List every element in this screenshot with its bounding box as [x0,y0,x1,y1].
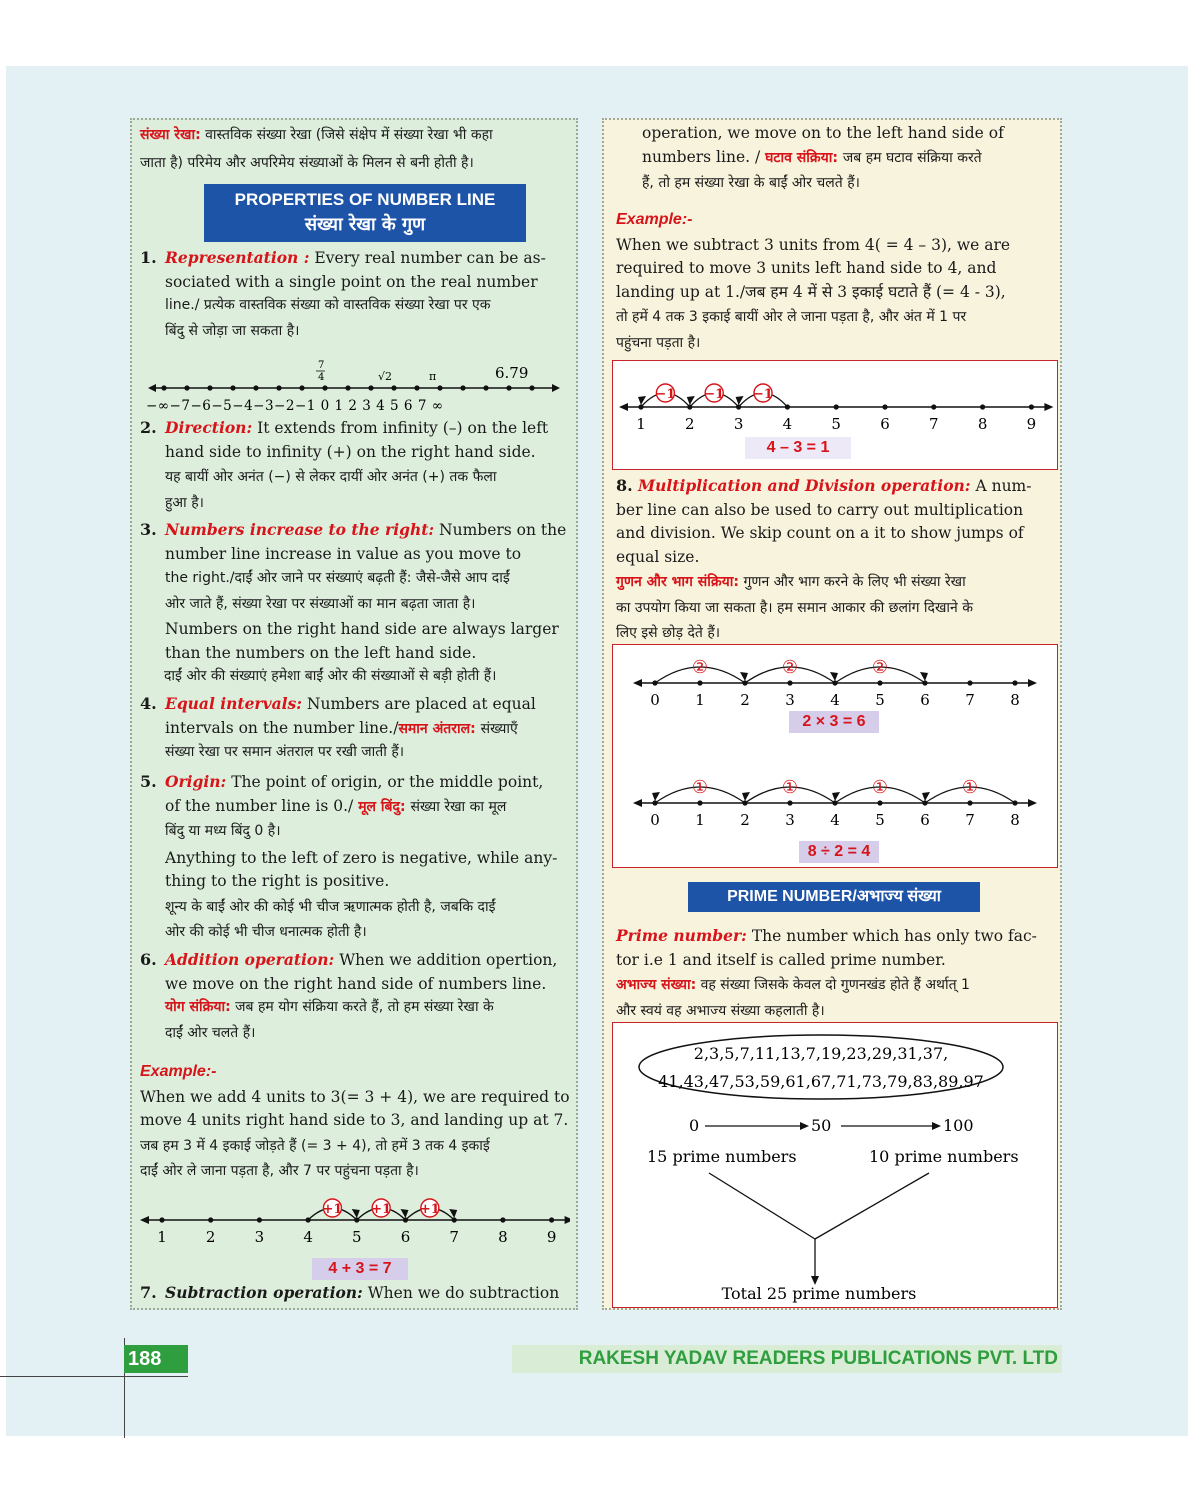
tick-label: 1 [157,1228,167,1246]
tick-dot [882,404,887,409]
tick-label: 6 [880,415,890,433]
tick-label: 8 [1010,691,1020,709]
prime-number-heading: PRIME NUMBER/अभाज्य संख्या [688,882,980,912]
number-line-dot [529,385,534,390]
tick-label: 8 [498,1228,508,1246]
tick-label: 5 [352,1228,362,1246]
tick-label: 1 [695,691,705,709]
item-4-line-1: Numbers are placed at equal [306,695,536,713]
tick-dot [877,800,882,805]
tick-label: 7 [965,691,975,709]
item-8-mul-div [616,474,1052,646]
jump-label: −1 [655,387,676,402]
item-5-line-7: ओर की कोई भी चीज धनात्मक होती है। [165,924,367,940]
jump-label: ② [781,657,799,678]
jump-label: ① [961,777,979,798]
number-line-dot [391,385,396,390]
item-1-line-1: Every real number can be as- [314,249,546,267]
item-7-line-2: operation, we move on to the left hand side of [642,124,1004,142]
axis-arrow-left [619,403,628,411]
item-5-title: Origin: [165,772,227,791]
item-6-line-3: जब हम योग संक्रिया करते हैं, तो हम संख्या रेखा के [235,999,494,1015]
tick-label: 1 [695,811,705,829]
number-line-dot [184,385,189,390]
label-root-two: √2 [378,370,393,383]
item-7-hi-label: घटाव संक्रिया: [765,149,838,166]
item-4-equal-intervals [165,692,571,765]
prime-tree [613,1023,1055,1305]
item-8-hi-label: गुणन और भाग संक्रिया: [616,574,739,590]
item-5-line-5: thing to the right is positive. [165,872,390,890]
prime-line-3: वह संख्या जिसके केवल दो गुणनखंड होते हैं अर्थात् 1 [700,977,970,993]
count-50-100: 10 prime numbers [869,1147,1019,1166]
jump-label: ② [691,657,709,678]
item-1-line-2: sociated with a single point on the real number [165,272,538,291]
intro-label: संख्या रेखा: [140,127,201,143]
item-3-line-5: Numbers on the right hand side are always larger [165,620,559,638]
item-4-hi-label: समान अंतराल: [398,720,476,737]
right-column [602,118,1062,1310]
item-3-line-2: number line increase in value as you move to [165,544,522,563]
jump-label: ② [871,657,889,678]
tick-dot [697,680,702,685]
label-pi: π [429,370,437,383]
subtraction-equation: 4 – 3 = 1 [745,437,851,459]
jump-label: ① [781,777,799,798]
item-5-origin [165,770,571,945]
item-8-number: 8. [616,476,633,495]
item-5-hi-label: मूल बिंदु: [358,798,406,815]
item-5-line-2: of the number line is 0./ [165,796,354,815]
number-line-dot [437,385,442,390]
axis-arrow-left [140,1216,149,1224]
tick-label: 4 [782,415,793,433]
tick-label: 3 [785,811,795,829]
tick-dot [787,800,792,805]
axis-arrow-right [1028,799,1037,807]
number-line-dot [345,385,350,390]
item-3-numbers-increase [165,518,571,689]
item-1-representation [165,246,571,343]
subtraction-example-line-5: पहुंचना पड़ता है। [616,334,701,351]
item-5-line-1: The point of origin, or the middle point, [231,773,544,791]
number-line-dot [276,385,281,390]
item-6-line-1: When we addition opertion, [339,951,558,969]
prime-list-line-1: 2,3,5,7,11,13,7,19,23,29,31,37, [693,1044,949,1063]
item-3-line-7: दाईं ओर की संख्याएं हमेशा बाईं ओर की संख्याओं से बड़ी होती हैं। [164,668,497,684]
item-4-number: 4. [140,694,157,713]
range-start: 0 [689,1116,700,1135]
jump-label: −1 [704,387,725,402]
addition-example-line-2: move 4 units right hand side to 3, and landing up at 7. [140,1111,569,1129]
tick-label: 4 [830,691,840,709]
subtraction-number-line [613,361,1055,437]
properties-heading-en: PROPERTIES OF NUMBER LINE [234,190,496,209]
tick-label: 6 [400,1228,411,1246]
jump-label: ① [871,777,889,798]
item-8-line-4: equal size. [616,547,700,566]
real-number-line [146,356,566,416]
item-7-title: Subtraction operation: [165,1283,363,1302]
multiplication-number-line [613,645,1055,715]
item-2-line-4: हुआ है। [165,494,204,511]
number-line-dot [368,385,373,390]
item-1-number: 1. [140,248,157,267]
item-6-hi-label: योग संक्रिया: [165,999,231,1015]
tick-dot [1029,404,1034,409]
axis-arrow-right [1028,679,1037,687]
item-7-subtraction-start [165,1281,571,1306]
tick-label: 7 [965,811,975,829]
real-number-line-ticks: −∞−7−6−5−4−3−2−1 0 1 2 3 4 5 6 7 ∞ [146,398,444,414]
prime-line-4: और स्वयं वह अभाज्य संख्या कहलाती है। [616,1002,825,1019]
item-8-line-6: का उपयोग किया जा सकता है। हम समान आकार की छलांग दिखाने के [616,599,974,616]
division-equation: 8 ÷ 2 = 4 [799,841,879,863]
subtraction-example [616,208,1052,355]
item-5-line-6: शून्य के बाईं ओर की कोई भी चीज ऋणात्मक होती है, जबकि दाईं [165,898,496,915]
crop-mark-horizontal [0,1376,188,1377]
number-line-dot [414,385,419,390]
tick-dot [257,1217,262,1222]
tick-label: 2 [740,691,750,709]
item-4-title: Equal intervals: [165,694,302,713]
intro-paragraph [140,124,570,175]
tick-dot [967,800,972,805]
item-3-line-3: the right./दाईं ओर जाने पर संख्याएं बढ़ती हैं: जैसे-जैसे आप दाईं [165,570,510,586]
item-7-number: 7. [140,1283,157,1302]
total-prime-count: Total 25 prime numbers [721,1284,917,1303]
tick-dot [1012,680,1017,685]
prime-line-1: The number which has only two fac- [751,927,1037,945]
subtraction-diagram [612,360,1058,470]
jump-label: −1 [753,387,773,402]
prime-number-definition [616,924,1052,1023]
tick-label: 5 [875,691,885,709]
label-seven-fourths: 7 [318,360,325,371]
item-5-number: 5. [140,772,157,791]
page-number: 188 [124,1345,188,1373]
range-end: 100 [943,1116,974,1135]
number-line-dot [483,385,488,390]
properties-heading-hi: संख्या रेखा के गुण [304,214,426,235]
tick-label: 0 [650,691,660,709]
jump-label: +1 [322,1202,343,1217]
mul-div-diagram [612,644,1058,868]
item-5-line-2b: संख्या रेखा का मूल [410,798,507,815]
label-6-79: 6.79 [495,364,529,382]
tick-dot [931,404,936,409]
item-4-line-2: intervals on the number line./ [165,718,399,737]
item-7-line-1: When we do subtraction [367,1284,560,1302]
item-6-addition [165,948,571,1045]
item-3-number: 3. [140,520,157,539]
prime-hi-label: अभाज्य संख्या: [616,977,697,993]
item-3-title: Numbers increase to the right: [165,520,435,539]
prime-list-line-2: 41,43,47,53,59,61,67,71,73,79,83,89,97 [658,1072,984,1091]
number-line-dot [253,385,258,390]
tick-label: 6 [920,811,930,829]
publisher-name: RAKESH YADAV READERS PUBLICATIONS PVT. LTD [512,1345,1062,1373]
tick-dot [877,680,882,685]
tick-label: 8 [1010,811,1020,829]
label-seven-fourths-den: 4 [318,372,325,383]
item-8-title: Multiplication and Division operation: [638,476,971,495]
tick-label: 3 [733,415,744,433]
tick-label: 2 [685,415,695,433]
count-0-50: 15 prime numbers [647,1147,797,1166]
item-5-line-3: बिंदु या मध्य बिंदु 0 है। [165,823,281,839]
tick-dot [787,680,792,685]
addition-example-label: Example:- [140,1063,217,1080]
tick-label: 4 [830,811,840,829]
tick-label: 4 [303,1228,313,1246]
item-6-line-2: we move on the right hand side of numbers line. [165,974,547,993]
addition-example-line-3: जब हम 3 में 4 इकाई जोड़ते हैं (= 3 + 4), तो हमें 3 तक 4 इकाई [140,1137,490,1154]
item-7-line-3: numbers line. / [642,147,761,166]
addition-example [140,1060,570,1184]
intro-text-2: जाता है) परिमेय और अपरिमेय संख्याओं के मिलन से बनी होती है। [140,154,474,171]
addition-example-line-4: दाईं ओर ले जाना पड़ता है, और 7 पर पहुंचना पड़ता है। [140,1163,419,1179]
item-1-line-4: बिंदु से जोड़ा जा सकता है। [165,322,300,339]
tick-dot [208,1217,213,1222]
item-2-direction [165,416,571,515]
number-line-dot [322,385,327,390]
subtraction-example-line-3: landing up at 1./जब हम 4 में से 3 इकाई घटाते हैं (= 4 - 3), [616,282,1006,301]
tick-label: 2 [205,1228,216,1246]
item-8-line-3: and division. We skip count on a it to show jumps of [616,524,1024,542]
tick-label: 8 [977,415,988,433]
addition-number-line [140,1180,570,1250]
number-line-dot [506,385,511,390]
item-1-line-3: line./ प्रत्येक वास्तविक संख्या को वास्तविक संख्या रेखा पर एक [165,297,491,313]
item-6-line-4: दाईं ओर चलते हैं। [165,1024,256,1041]
axis-arrow-left [633,679,642,687]
item-2-line-3: यह बायीं ओर अनंत (−) से लेकर दायीं ओर अनंत (+) तक फैला [165,469,497,485]
item-8-line-7: लिए इसे छोड़ देते हैं। [616,625,721,641]
tick-dot [159,1217,164,1222]
subtraction-example-label: Example:- [616,211,693,228]
item-7-continued [642,122,1054,196]
item-1-title: Representation : [165,248,310,267]
jump-label: +1 [419,1202,440,1217]
axis-arrow-right [565,1216,570,1224]
item-7-line-4: हैं, तो हम संख्या रेखा के बाईं ओर चलते हैं। [642,175,860,191]
item-8-line-2: ber line can also be used to carry out multiplication [616,500,1024,519]
tick-dot [967,680,972,685]
subtraction-example-line-4: तो हमें 4 तक 3 इकाई बायीं ओर ले जाना पड़ता है, और अंत में 1 पर [616,309,967,325]
jump-label: ① [691,777,709,798]
tick-dot [500,1217,505,1222]
tick-dot [549,1217,554,1222]
jump-label: +1 [371,1202,392,1217]
number-line-dot [161,385,166,390]
number-line-dot [299,385,304,390]
subtraction-example-line-1: When we subtract 3 units from 4( = 4 – 3), we are [616,235,1011,254]
intro-text-1: वास्तविक संख्या रेखा (जिसे संक्षेप में संख्या रेखा भी कहा [205,127,493,143]
item-6-number: 6. [140,950,157,969]
addition-equation: 4 + 3 = 7 [312,1258,408,1280]
item-5-line-4: Anything to the left of zero is negative, while any- [165,848,558,867]
number-line-dot [460,385,465,390]
item-3-line-1: Numbers on the [439,521,567,539]
tick-label: 1 [636,415,646,433]
tick-label: 9 [1026,415,1037,433]
tick-label: 3 [254,1228,265,1246]
tick-label: 9 [546,1228,557,1246]
tick-dot [697,800,702,805]
tick-dot [834,404,839,409]
item-3-line-6: than the numbers on the left hand side. [165,643,477,662]
left-column [130,118,578,1310]
item-4-line-3: संख्या रेखा पर समान अंतराल पर रखी जाती हैं। [165,744,405,760]
addition-example-line-1: When we add 4 units to 3(= 3 + 4), we are required to [140,1087,570,1106]
item-2-line-2: hand side to infinity (+) on the right hand side. [165,442,536,461]
number-line-dot [230,385,235,390]
item-4-line-2b: संख्याएँ [480,720,518,737]
tick-label: 5 [875,811,885,829]
item-2-line-1: It extends from infinity (–) on the left [257,419,549,437]
division-number-line [613,755,1055,839]
item-2-title: Direction: [165,418,253,437]
subtraction-example-line-2: required to move 3 units left hand side to 4, and [616,259,997,277]
item-8-line-5: गुणन और भाग करने के लिए भी संख्या रेखा [743,574,966,590]
tick-label: 2 [740,811,750,829]
tick-label: 7 [449,1228,459,1246]
prime-title: Prime number: [616,926,747,945]
tick-label: 5 [831,415,841,433]
tick-label: 6 [920,691,930,709]
prime-line-2: tor i.e 1 and itself is called prime number. [616,950,946,969]
axis-arrow-left [633,799,642,807]
properties-heading [204,184,526,242]
item-7-line-3b: जब हम घटाव संक्रिया करते [842,149,982,166]
tick-dot [980,404,985,409]
tick-label: 3 [785,691,795,709]
item-3-line-4: ओर जाते हैं, संख्या रेखा पर संख्याओं का मान बढ़ता जाता है। [165,595,476,612]
multiplication-equation: 2 × 3 = 6 [789,711,879,733]
prime-number-diagram [612,1022,1058,1308]
number-line-dot [207,385,212,390]
item-8-line-1: A num- [975,477,1032,495]
item-6-title: Addition operation: [165,950,335,969]
axis-arrow-right [1044,403,1053,411]
tick-label: 0 [650,811,660,829]
range-middle: 50 [811,1116,832,1135]
item-2-number: 2. [140,418,157,437]
tick-label: 7 [929,415,939,433]
